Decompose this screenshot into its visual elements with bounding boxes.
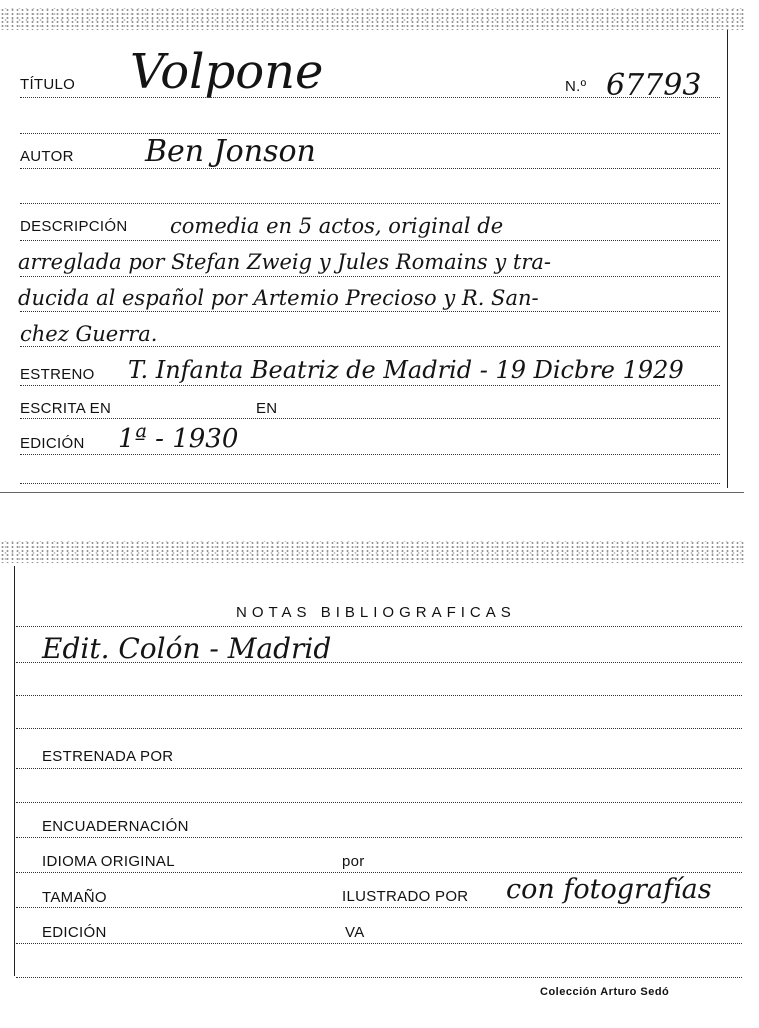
notas-heading: NOTAS BIBLIOGRAFICAS bbox=[236, 604, 516, 621]
catalog-card-front bbox=[0, 0, 759, 500]
ilustrado-por-label: ILUSTRADO POR bbox=[342, 888, 469, 905]
encuadernacion-label: ENCUADERNACIÓN bbox=[42, 818, 189, 835]
descripcion-line-1: comedia en 5 actos, original de bbox=[170, 214, 504, 238]
catalog-card-back bbox=[0, 536, 759, 1028]
autor-line bbox=[20, 168, 720, 169]
titulo-value: Volpone bbox=[130, 44, 324, 100]
edicion-line bbox=[16, 943, 742, 944]
autor-value: Ben Jonson bbox=[145, 134, 316, 169]
titulo-label: TÍTULO bbox=[20, 76, 76, 93]
descripcion-line bbox=[20, 311, 720, 312]
rule-line bbox=[20, 133, 720, 134]
edicion-label: EDICIÓN bbox=[20, 435, 85, 452]
coleccion-credit: Colección Arturo Sedó bbox=[540, 986, 670, 998]
card-top-edge bbox=[0, 541, 744, 563]
descripcion-line bbox=[20, 276, 720, 277]
tamano-line bbox=[16, 907, 742, 908]
rule-line bbox=[20, 483, 720, 484]
notas-line bbox=[16, 626, 742, 627]
estreno-value: T. Infanta Beatriz de Madrid - 19 Dicbre 1929 bbox=[128, 356, 684, 384]
estreno-label: ESTRENO bbox=[20, 366, 95, 383]
tamano-label: TAMAÑO bbox=[42, 889, 107, 906]
card-right-border bbox=[727, 30, 728, 488]
rule-line bbox=[16, 802, 742, 803]
ilustrado-por-value: con fotografías bbox=[506, 874, 712, 905]
estrenada-line bbox=[16, 768, 742, 769]
autor-label: AUTOR bbox=[20, 148, 74, 165]
en-label: EN bbox=[256, 400, 278, 417]
titulo-line bbox=[20, 97, 720, 98]
idioma-line bbox=[16, 872, 742, 873]
rule-line bbox=[20, 203, 720, 204]
rule-line bbox=[16, 977, 742, 978]
descripcion-line bbox=[20, 346, 720, 347]
rule-line bbox=[16, 695, 742, 696]
estrenada-por-label: ESTRENADA POR bbox=[42, 748, 174, 765]
descripcion-label: DESCRIPCIÓN bbox=[20, 218, 128, 235]
va-label: VA bbox=[345, 924, 365, 941]
encuadernacion-line bbox=[16, 837, 742, 838]
card-top-edge bbox=[0, 8, 744, 30]
escrita-line bbox=[20, 418, 720, 419]
rule-line bbox=[16, 728, 742, 729]
idioma-original-label: IDIOMA ORIGINAL bbox=[42, 853, 175, 870]
edicion-value: 1ª - 1930 bbox=[118, 424, 239, 454]
descripcion-line-4: chez Guerra. bbox=[20, 322, 158, 346]
notas-line bbox=[16, 662, 742, 663]
card-bottom-border bbox=[0, 492, 744, 493]
edicion-label: EDICIÓN bbox=[42, 924, 107, 941]
descripcion-line-3: ducida al español por Artemio Precioso y R. San- bbox=[18, 286, 539, 310]
descripcion-line bbox=[20, 240, 720, 241]
estreno-line bbox=[20, 385, 720, 386]
escrita-en-label: ESCRITA EN bbox=[20, 400, 112, 417]
descripcion-line-2: arreglada por Stefan Zweig y Jules Romains y tra- bbox=[18, 250, 552, 274]
card-left-border bbox=[14, 566, 15, 976]
edicion-line bbox=[20, 454, 720, 455]
numero-value: 67793 bbox=[606, 68, 702, 103]
numero-label: N.º bbox=[565, 78, 587, 95]
notas-value: Edit. Colón - Madrid bbox=[42, 632, 332, 665]
por-label: por bbox=[342, 853, 365, 870]
